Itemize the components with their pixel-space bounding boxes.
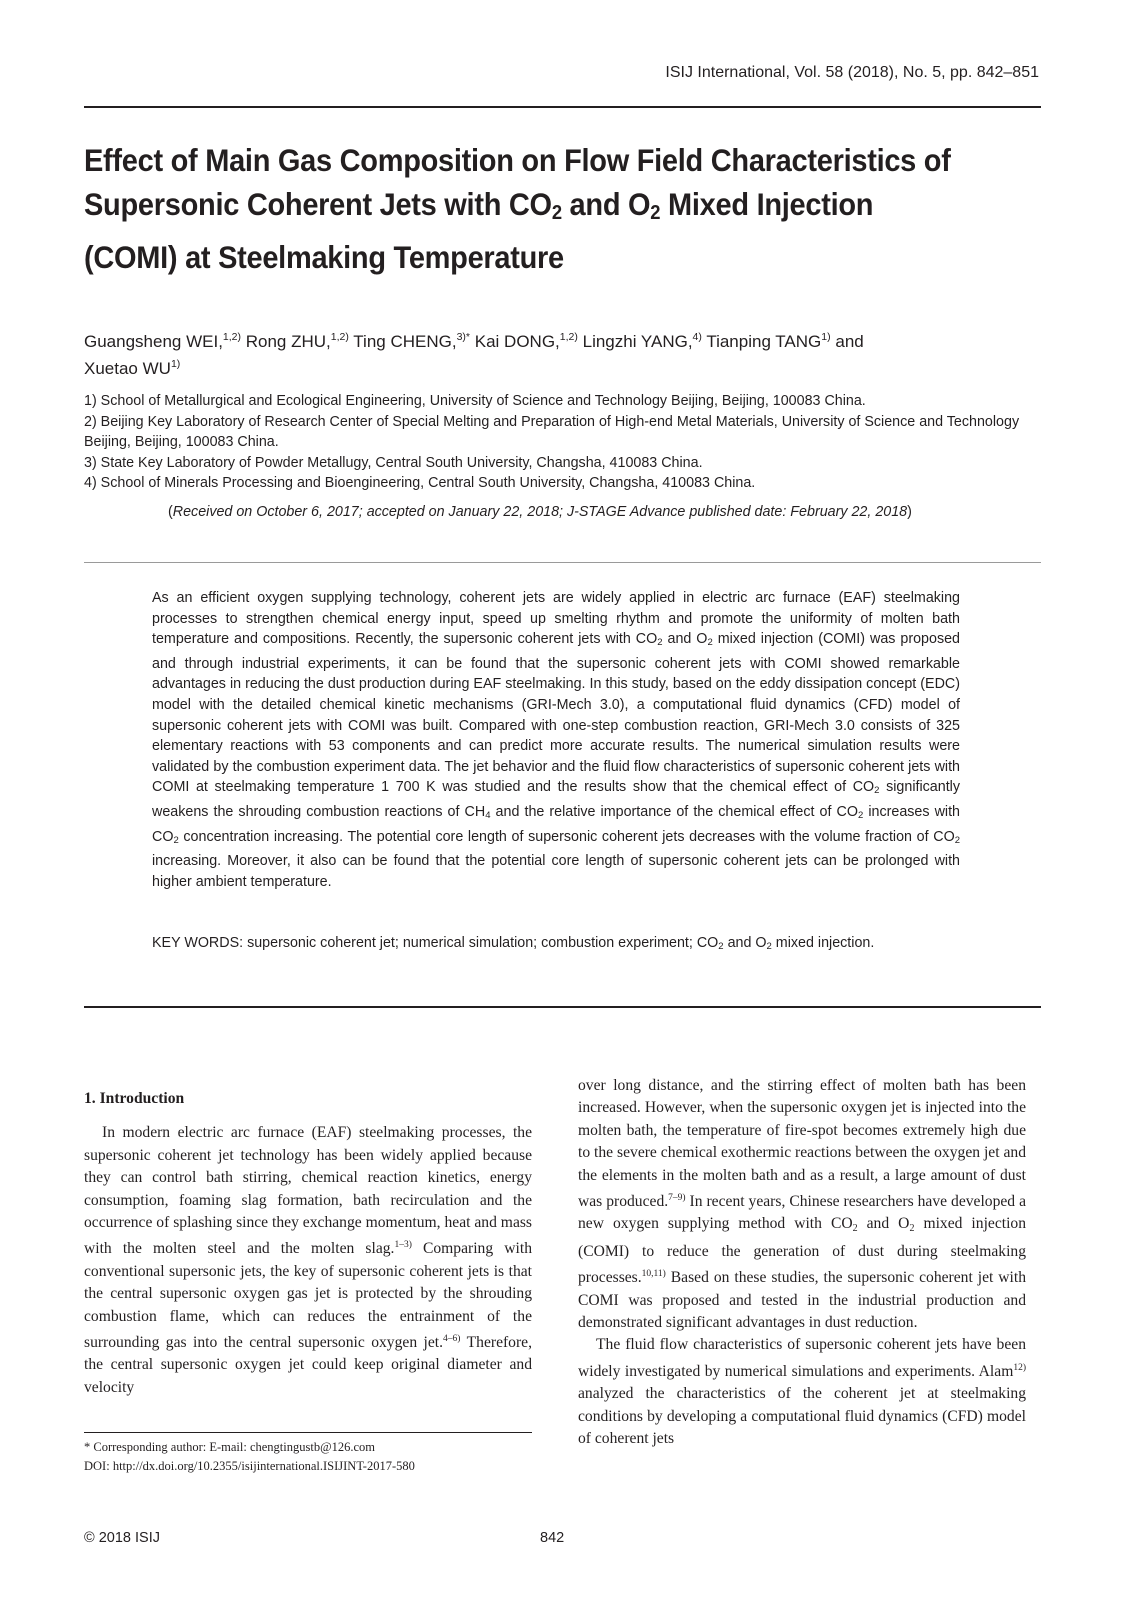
body-column-right: [578, 1075, 1026, 1451]
keywords: KEY WORDS: supersonic coherent jet; numerical simulation; combustion experiment; $CO_2$ and $O_2$ mixed injection.: [152, 935, 875, 952]
citation: 10,11): [641, 1269, 666, 1280]
author-list: [84, 326, 1034, 380]
header-rule: [84, 106, 1041, 108]
abstract: As an efficient oxygen supplying technology, coherent jets are widely applied in electric arc furnace (EAF) steelmaking processes to strengthen chemical energy input, speed up smelting rhythm and promote the uniformity of molten bath temperature and compositions. Recently, the supersonic coherent jets with $CO_2$ and $O_2$ mixed injection (COMI) was proposed and through industrial experiments, it can be found that the supersonic coherent jets with COMI showed remarkable advantages in reducing the dust production during EAF steelmaking. In this study, based on the eddy dissipation concept (EDC) model with the detailed chemical kinetic mechanisms (GRI-Mech 3.0), a computational fluid dynamics (CFD) model of supersonic coherent jets with COMI was built. Compared with one-step combustion reaction, GRI-Mech 3.0 consists of 325 elementary reactions with 53 components and can predict more accurate results. The numerical simulation results were validated by the combustion experiment data. The jet behavior and the fluid flow characteristics of supersonic coherent jets with COMI at steelmaking temperature 1 700 K was studied and the results show that the chemical effect of $CO_2$ significantly weakens the shrouding combustion reactions of $CH_4$ and the relative importance of the chemical effect of $CO_2$ increases with $CO_2$ concentration increasing. The potential core length of supersonic coherent jets decreases with the volume fraction of $CO_2$ increasing. Moreover, it also can be found that the potential core length of supersonic coherent jets can be prolonged with higher ambient temperature.: [152, 590, 961, 890]
section-heading: 1. Introduction: [84, 1090, 185, 1107]
corresponding-author-note: * Corresponding author: E-mail: chengtingustb@126.com: [84, 1440, 375, 1454]
page-number: 842: [540, 1530, 565, 1546]
affiliation: 2) Beijing Key Laboratory of Research Center of Special Melting and Preparation of High-end Metal Materials, University of Science and Technology Beijing, Beijing, 100083 China.: [84, 413, 1020, 450]
citation: 4–6): [443, 1334, 461, 1345]
affiliation: 4) School of Minerals Processing and Bioengineering, Central South University, Changsha, 410083 China.: [84, 475, 756, 491]
title-line-3: (COMI) at Steelmaking Temperature: [84, 239, 564, 275]
copyright: © 2018 ISIJ: [84, 1530, 160, 1546]
citation: 12): [1013, 1362, 1026, 1373]
affiliation: 1) School of Metallurgical and Ecological Engineering, University of Science and Technology Beijing, Beijing, 100083 China.: [84, 393, 866, 409]
received-dates: (Received on October 6, 2017; accepted on January 22, 2018; J-STAGE Advance published date: February 22, 2018): [168, 504, 912, 520]
journal-reference: ISIJ International, Vol. 58 (2018), No. 5, pp. 842–851: [665, 64, 1039, 81]
author: Guangsheng WEI,$^{1,2)}$: [84, 331, 242, 351]
footnote-rule: [84, 1432, 532, 1433]
author: Tianping TANG$^{1)}$: [706, 331, 831, 351]
affiliation-list: [84, 391, 1044, 494]
doi-note: DOI: http://dx.doi.org/10.2355/isijinternational.ISIJINT-2017-580: [84, 1459, 415, 1473]
body-paragraph: In modern electric arc furnace (EAF) steelmaking processes, the supersonic coherent jet technology has been widely applied because they can control bath stirring, chemical reaction kinetics, energy consumption, foaming slag formation, bath recirculation and the occurrence of splashing since they exchange momentum, heat and mass with the molten steel and the molten slag.$^{1-3)}$ Comparing with conventional supersonic jets, the key of supersonic coherent jets is that the central supersonic oxygen gas jet is protected by the shrouding combustion flame, which can reduces the entrainment of the surrounding gas into the central supersonic oxygen jet.$^{4-6)}$ Therefore, the central supersonic oxygen jet could keep original diameter and velocity: [84, 1124, 532, 1396]
author-conjunction: and: [835, 332, 864, 351]
abstract-bottom-rule: [84, 1006, 1041, 1008]
body-paragraph: The fluid flow characteristics of supersonic coherent jets have been widely investigated by numerical simulations and experiments. Alam$^{12)}$ analyzed the characteristics of the coherent jet at steelmaking conditions by developing a computational fluid dynamics (CFD) model of coherent jets: [578, 1336, 1026, 1448]
body-column-left: [84, 1088, 532, 1399]
citation: 7–9): [668, 1193, 686, 1204]
title-line-1: Effect of Main Gas Composition on Flow Field Characteristics of: [84, 142, 951, 178]
author: Rong ZHU,$^{1,2)}$: [245, 331, 349, 351]
body-paragraph: over long distance, and the stirring effect of molten bath has been increased. However, when the supersonic oxygen jet is injected into the molten bath, the temperature of fire-spot becomes extremely high due to the severe chemical exothermic reactions between the oxygen jet and the elements in the molten bath and as a result, a large amount of dust was produced.$^{7-9)}$ In recent years, Chinese researchers have developed a new oxygen supplying method with $CO_2$ and $O_2$ mixed injection (COMI) to reduce the generation of dust during steelmaking processes.$^{10,11)}$ Based on these studies, the supersonic coherent jet with COMI was proposed and tested in the industrial production and demonstrated significant advantages in dust reduction.: [578, 1077, 1026, 1332]
footnotes: [84, 1438, 544, 1476]
paper-title: [84, 138, 967, 279]
abstract-top-rule: [84, 562, 1041, 563]
citation: 1–3): [394, 1240, 412, 1251]
author: Kai DONG,$^{1,2)}$: [474, 331, 578, 351]
affiliation: 3) State Key Laboratory of Powder Metallugy, Central South University, Changsha, 410083 China.: [84, 454, 703, 471]
title-line-2: Supersonic Coherent Jets with $CO_2$ and $O_2$ Mixed Injection: [84, 186, 874, 224]
author: Xuetao WU$^{1)}$: [84, 358, 181, 378]
author: Ting CHENG,$^{3)*}$: [353, 331, 471, 351]
author: Lingzhi YANG,$^{4)}$: [582, 331, 702, 351]
keywords-label: KEY WORDS:: [152, 935, 244, 951]
